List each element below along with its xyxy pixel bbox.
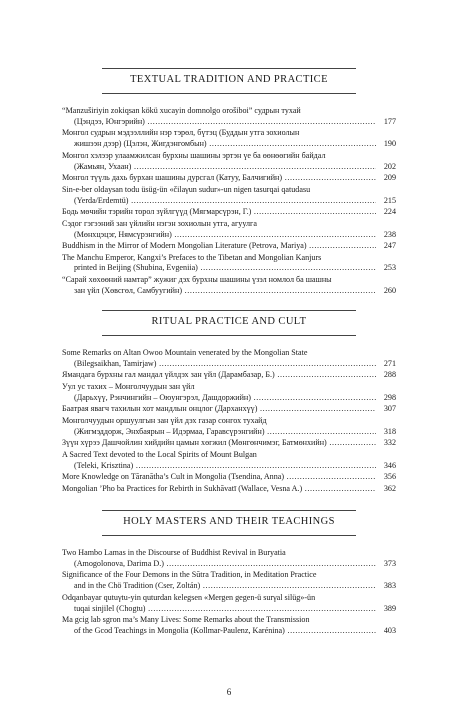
section-heading <box>62 68 396 94</box>
entry-title-text: (Teleki, Krisztina) ..... <box>74 461 396 470</box>
toc-entry <box>62 370 396 381</box>
toc-entry <box>62 484 396 495</box>
entry-page-number: 403 <box>376 626 396 637</box>
entry-title-text: (Yerda/Erdemtü) ..... <box>74 196 396 205</box>
entry-page-number: 190 <box>376 139 396 150</box>
entry-page-number: 202 <box>376 162 396 173</box>
entry-page-number: 247 <box>376 241 396 252</box>
entry-page-number: 238 <box>376 230 396 241</box>
entry-title-text: “Сарай хөхөөний намтар” жужиг дэх бурхны шашины үзэл номлол ба шашны <box>62 274 332 284</box>
entry-page-number: 332 <box>376 438 396 449</box>
entry-title-text: Зүүн хүрээ Дашчойлин хийдийн цамын хөгжил (Мөнгөнчимэг, Батмөнхийн) ..... <box>62 438 396 447</box>
heading-rule-top <box>102 310 356 311</box>
toc-entry <box>62 615 396 637</box>
toc-entry <box>62 593 396 615</box>
entry-page-number: 318 <box>376 427 396 438</box>
heading-rule-top <box>102 510 356 511</box>
entry-title-text: printed in Beijing (Shubina, Evgeniia) ..... <box>74 263 396 272</box>
entry-title-text: (Bilegsaikhan, Tamirjaw) ..... <box>74 359 396 368</box>
toc-page <box>62 0 396 708</box>
entry-page-number: 298 <box>376 393 396 404</box>
entry-title-line-final <box>62 162 396 173</box>
section-heading <box>62 510 396 536</box>
page-folio: 6 <box>226 687 232 697</box>
entry-page-number: 383 <box>376 581 396 592</box>
entry-title-text: (Дарьхүү, Рэнчингийн – Оюунгэрэл, Дашдоржийн) ..... <box>74 393 396 402</box>
entry-page-number: 288 <box>376 370 396 381</box>
section-title: HOLY MASTERS AND THEIR TEACHINGS <box>123 516 335 527</box>
entry-title-line-final <box>62 286 396 297</box>
entry-title-line-final <box>62 117 396 128</box>
entry-title-line-final <box>62 230 396 241</box>
toc-entry <box>62 348 396 370</box>
entry-title-line <box>62 275 396 286</box>
section-textual-tradition <box>62 68 396 297</box>
entry-page-number: 177 <box>376 117 396 128</box>
entry-title-text: of the Gcod Teachings in Mongolia (Kollmar-Paulenz, Karénina) ..... <box>74 626 396 635</box>
entry-title-text: (Жигмэддорж, Энхбаярын – Идэрмаа, Гаравсүрэнгийн) ..... <box>74 427 396 436</box>
entry-title-text: Ma gcig lab sgron ma’s Many Lives: Some Remarks about the Transmission <box>62 615 310 625</box>
entry-title-text: (Мөнхцэцэг, Нямсүрэнгийн) ..... <box>74 230 396 239</box>
entry-title-line-final <box>62 472 396 483</box>
entry-page-number: 389 <box>376 604 396 615</box>
entry-title-line-final <box>62 438 396 449</box>
toc-entry-list <box>62 548 396 637</box>
entry-title-text: Монголчуудын оршуулгын зан үйл дэх газар сонгох тухайд <box>62 415 267 425</box>
entry-title-line <box>62 570 396 581</box>
entry-title-line-final <box>62 484 396 495</box>
section-heading <box>62 310 396 336</box>
entry-title-text: Significance of the Four Demons in the Sūtra Tradition, in Meditation Practice <box>62 570 317 580</box>
entry-title-line-final <box>62 581 396 592</box>
entry-title-line-final <box>62 173 396 184</box>
entry-title-text: Уул ус тахих – Монголчуудын зан үйл <box>62 381 195 391</box>
toc-entry <box>62 173 396 184</box>
entry-title-text: зан үйл (Хөвсгөл, Самбуугийн) ..... <box>74 286 396 295</box>
entry-page-number: 307 <box>376 404 396 415</box>
heading-rule-bottom <box>102 93 356 94</box>
toc-entry <box>62 438 396 449</box>
toc-entry <box>62 253 396 275</box>
entry-title-text: Odqanbayar qutuγtu-yin quturdan kelegsen «Mergen gegen-ü surγal silüg»-ün <box>62 592 316 602</box>
entry-title-text: (Amogolonova, Darima D.) ..... <box>74 559 396 568</box>
entry-title-line-final <box>62 207 396 218</box>
entry-title-text: More Knowledge on Tāranātha’s Cult in Mongolia (Tsendina, Anna) ..... <box>62 472 396 481</box>
entry-title-line <box>62 382 396 393</box>
entry-page-number: 271 <box>376 359 396 370</box>
entry-title-line <box>62 151 396 162</box>
entry-title-text: (Цэндээ, Юнгэрийн) ..... <box>74 117 396 126</box>
entry-title-line <box>62 416 396 427</box>
toc-entry <box>62 185 396 207</box>
entry-page-number: 215 <box>376 196 396 207</box>
entry-page-number: 260 <box>376 286 396 297</box>
entry-title-text: Монгол хэлээр улаамжилсан бурхны шашины эртэн үе ба өөнөөгийн байдал <box>62 150 326 160</box>
entry-page-number: 362 <box>376 484 396 495</box>
entry-title-text: Two Hambo Lamas in the Discourse of Buddhist Revival in Buryatia <box>62 548 286 557</box>
toc-entry <box>62 275 396 297</box>
entry-title-text: A Sacred Text devoted to the Local Spirits of Mount Bulgan <box>62 449 257 459</box>
toc-entry <box>62 382 396 404</box>
toc-entry <box>62 548 396 570</box>
entry-title-line-final <box>62 604 396 615</box>
entry-title-text: The Manchu Emperor, Kangxi’s Prefaces to the Tibetan and Mongolian Kanjurs <box>62 252 322 262</box>
entry-title-line-final <box>62 393 396 404</box>
section-title: TEXTUAL TRADITION AND PRACTICE <box>130 74 328 85</box>
toc-entry <box>62 128 396 150</box>
entry-title-line-final <box>62 626 396 637</box>
entry-page-number: 373 <box>376 559 396 570</box>
section-title: RITUAL PRACTICE AND CULT <box>151 316 307 327</box>
entry-page-number: 209 <box>376 173 396 184</box>
entry-title-line-final <box>62 427 396 438</box>
entry-title-text: Buddhism in the Mirror of Modern Mongolian Literature (Petrova, Mariya) ..... <box>62 241 396 250</box>
toc-entry <box>62 472 396 483</box>
entry-title-text: Sin-e-ber oldaysan todu üsüg-ün «čilaγun sudur»-un nigen tasurqai qatudasu <box>62 184 311 194</box>
entry-title-line <box>62 615 396 626</box>
toc-entry <box>62 241 396 252</box>
toc-entry <box>62 219 396 241</box>
entry-title-text: Сэдог гэгээний зан үйлийн нэгэн зохиолын утга, агуулга <box>62 218 257 228</box>
entry-title-text: “Manzuširiyin zokiqsan kökü xucayin domnolgo orošiboi” судрын тухай <box>62 106 301 115</box>
entry-title-line <box>62 219 396 230</box>
entry-title-line <box>62 106 396 117</box>
heading-rule-top <box>102 68 356 69</box>
entry-page-number: 356 <box>376 472 396 483</box>
entry-title-line-final <box>62 461 396 472</box>
entry-title-line <box>62 450 396 461</box>
entry-page-number: 224 <box>376 207 396 218</box>
entry-title-text: tuqai sinjilel (Chogtu) ..... <box>74 604 396 613</box>
entry-title-text: and in the Chö Tradition (Cser, Zoltán) ..... <box>74 581 396 590</box>
entry-title-line <box>62 548 396 559</box>
entry-title-text: Монгол судрын мэдээллийн нэр тэрөл, бүтэц (Буддын утга зохиолын <box>62 128 300 138</box>
entry-title-line <box>62 348 396 359</box>
entry-title-text: Бодь мөчийн тэрийн торол зүйлгүүд (Мягмарсүрэн, Г.) ..... <box>62 207 396 216</box>
entry-title-text: (Жамьян, Ухаан) ..... <box>74 162 396 171</box>
section-ritual-practice <box>62 310 396 495</box>
entry-title-line <box>62 593 396 604</box>
entry-title-text: Mongolian ’Pho ba Practices for Rebirth in Sukhāvatī (Wallace, Vesna A.) ..... <box>62 484 396 493</box>
entry-title-line-final <box>62 559 396 570</box>
entry-title-text: Some Remarks on Altan Owoo Mountain venerated by the Mongolian State <box>62 348 308 357</box>
entry-title-line <box>62 128 396 139</box>
entry-title-line-final <box>62 241 396 252</box>
toc-entry-list <box>62 106 396 297</box>
toc-entry <box>62 404 396 415</box>
entry-title-line-final <box>62 196 396 207</box>
toc-entry <box>62 570 396 592</box>
entry-title-line-final <box>62 359 396 370</box>
entry-title-text: Монгол түүль дахь бурхан шашины дурсгал (Катуу, Балчигийн) ..... <box>62 173 396 182</box>
entry-title-line-final <box>62 263 396 274</box>
entry-title-line-final <box>62 139 396 150</box>
toc-entry <box>62 207 396 218</box>
toc-entry <box>62 106 396 128</box>
entry-title-text: Ямандага бурхны гал мандал үйлдэх зан үйл (Дарамбазар, Б.) ..... <box>62 370 396 379</box>
entry-title-text: жишээн дээр) (Цэлэн, Жигдэнгомбын) ..... <box>74 139 396 148</box>
toc-entry <box>62 151 396 173</box>
section-holy-masters <box>62 510 396 638</box>
toc-entry <box>62 416 396 438</box>
entry-title-line-final <box>62 370 396 381</box>
entry-title-line <box>62 185 396 196</box>
entry-title-line <box>62 253 396 264</box>
heading-rule-bottom <box>102 335 356 336</box>
toc-entry-list <box>62 348 396 495</box>
heading-rule-bottom <box>102 535 356 536</box>
entry-title-line-final <box>62 404 396 415</box>
entry-page-number: 346 <box>376 461 396 472</box>
toc-entry <box>62 450 396 472</box>
entry-page-number: 253 <box>376 263 396 274</box>
entry-title-text: Баатрая явагч тахилын хот мандлын онцлог (Дарханхүү) ..... <box>62 404 396 413</box>
